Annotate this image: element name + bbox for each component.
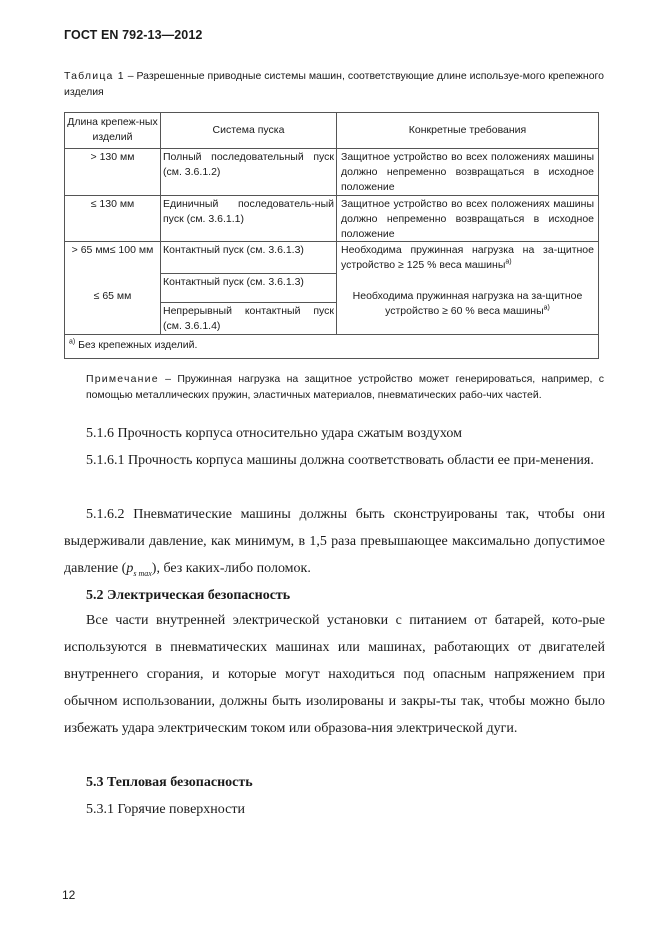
row4-system: Контактный пуск (см. 3.6.1.3) xyxy=(163,276,304,288)
table-note xyxy=(64,372,604,403)
row1-system: Полный последовательный пуск (см. 3.6.1.2) xyxy=(163,151,334,178)
heading-5-2: 5.2 Электрическая безопасность xyxy=(86,588,291,603)
row4-length: ≤ 65 мм xyxy=(93,290,132,302)
launch-systems-table xyxy=(64,112,599,359)
para-5-1-6-2: 5.1.6.2 Пневматические машины должны быть сконструированы так, чтобы они выдерживали давление, как минимум, в 1,5 раза превышающее максимально допустимое давление $(p_{s max})$, без каких-либо поломок. xyxy=(64,507,605,578)
table-caption xyxy=(64,68,604,100)
document-header: ГОСТ EN 792-13—2012 xyxy=(64,28,203,42)
note-text: – Пружинная нагрузка на защитное устройство может генерироваться, например, с помощью металлических пружин, эластичных материалов, пневматических рабо-чих частей. xyxy=(86,373,604,401)
table-footnote: $^{a)}$ Без крепежных изделий. xyxy=(69,338,198,351)
page-number: 12 xyxy=(62,888,76,902)
row2-requirements: Защитное устройство во всех положениях машины должно непременно возвращаться в исходное положение xyxy=(341,198,594,240)
row3-requirements: Необходима пружинная нагрузка на за-щитное устройство ≥ 125 % веса машины$^{a)}$ xyxy=(341,244,594,271)
row2-system: Единичный последователь-ный пуск (см. 3.6.1.1) xyxy=(163,198,334,225)
row1-length: > 130 мм xyxy=(90,151,135,163)
header-requirements: Конкретные требования xyxy=(408,124,527,136)
row5-system: Непрерывный контактный пуск (см. 3.6.1.4) xyxy=(163,305,334,332)
section-5-1-6: 5.1.6 Прочность корпуса относительно удара сжатым воздухом xyxy=(86,426,462,441)
row45-requirements: Необходима пружинная нагрузка на за-щитное устройство ≥ 60 % веса машины$^{a)}$ xyxy=(352,290,583,317)
note-label: Примечание xyxy=(86,373,159,385)
row1-requirements: Защитное устройство во всех положениях машины должно непременно возвращаться в исходное положение xyxy=(341,151,594,193)
row2-length: ≤ 130 мм xyxy=(90,198,135,210)
table-caption-label: Таблица 1 xyxy=(64,70,125,82)
header-length: Длина крепеж-ных изделий xyxy=(67,116,158,143)
row3-length: > 65 мм≤ 100 мм xyxy=(71,244,154,256)
heading-5-3: 5.3 Тепловая безопасность xyxy=(86,775,253,790)
header-system: Система пуска xyxy=(212,124,285,136)
para-5-1-6-1: 5.1.6.1 Прочность корпуса машины должна соответствовать области ее при-менения. xyxy=(86,453,594,468)
para-5-2: Все части внутренней электрической установки с питанием от батарей, кото-рые используются в пневматических машинах или машинах, работающих от двигателей внутреннего сгорания, и которые могут находиться под опасным напряжением при обычном использовании, должны быть изолированы и закры-ты так, чтобы можно было избежать удара электрическим током или образова-ния электрической дуги. xyxy=(64,613,605,736)
table-caption-text: – Разрешенные приводные системы машин, соответствующие длине используе-мого крепежного изделия xyxy=(64,70,604,98)
section-5-3-1: 5.3.1 Горячие поверхности xyxy=(86,802,245,817)
row3-system: Контактный пуск (см. 3.6.1.3) xyxy=(163,244,304,256)
